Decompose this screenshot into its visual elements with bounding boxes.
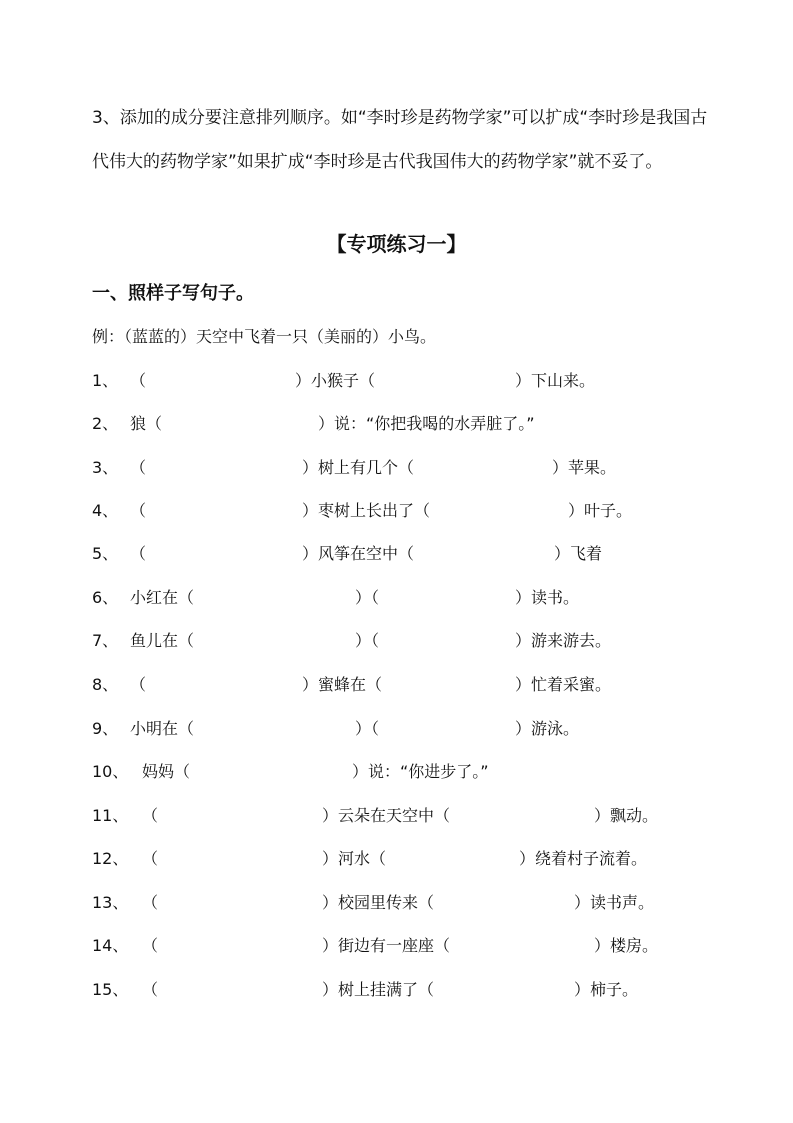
- exercise-segment: （: [142, 936, 159, 955]
- exercise-segment: ）说：“你进步了。”: [352, 762, 489, 781]
- exercise-number: 3、: [92, 458, 119, 477]
- exercise-row: [92, 368, 712, 394]
- exercise-row: [92, 455, 712, 481]
- exercise-segment: 小明在（: [130, 719, 195, 738]
- exercise-number: 5、: [92, 544, 119, 563]
- exercise-segment: ）河水（: [322, 849, 387, 868]
- exercise-number: 11、: [92, 806, 129, 825]
- exercise-number: 14、: [92, 936, 129, 955]
- exercise-segment: ）（: [355, 631, 380, 650]
- exercise-row: [92, 846, 712, 872]
- exercise-row: [92, 585, 712, 611]
- exercise-segment: （: [130, 458, 147, 477]
- exercise-segment: ）读书声。: [574, 893, 655, 912]
- exercise-row: [92, 716, 712, 742]
- exercise-segment: ）枣树上长出了（: [302, 501, 431, 520]
- exercise-segment: （: [130, 501, 147, 520]
- exercise-segment: （: [130, 371, 147, 390]
- exercise-row: [92, 672, 712, 698]
- exercise-row: [92, 933, 712, 959]
- exercise-segment: ）忙着采蜜。: [515, 675, 612, 694]
- exercise-number: 9、: [92, 719, 119, 738]
- example-sentence: 例：（蓝蓝的）天空中飞着一只（美丽的）小鸟。: [92, 327, 437, 346]
- exercise-number: 15、: [92, 980, 129, 999]
- exercise-number: 12、: [92, 849, 129, 868]
- exercise-segment: ）下山来。: [515, 371, 596, 390]
- exercise-segment: （: [130, 544, 147, 563]
- exercise-row: [92, 411, 712, 437]
- exercise-segment: ）蜜蜂在（: [302, 675, 383, 694]
- exercise-row: [92, 803, 712, 829]
- exercise-segment: 小红在（: [130, 588, 195, 607]
- exercise-segment: ）飞着: [554, 544, 603, 563]
- exercise-segment: ）（: [355, 719, 380, 738]
- exercise-segment: ）小猴子（: [295, 371, 376, 390]
- exercise-row: [92, 541, 712, 567]
- exercise-segment: ）飘动。: [594, 806, 659, 825]
- exercise-number: 7、: [92, 631, 119, 650]
- exercise-segment: ）游泳。: [515, 719, 580, 738]
- page-title: 【专项练习一】: [326, 232, 467, 256]
- exercise-segment: ）游来游去。: [515, 631, 612, 650]
- exercise-segment: ）（: [355, 588, 380, 607]
- exercise-segment: （: [142, 806, 159, 825]
- exercise-segment: （: [142, 980, 159, 999]
- exercise-segment: ）树上挂满了（: [322, 980, 435, 999]
- exercise-segment: （: [142, 893, 159, 912]
- exercise-row: [92, 759, 712, 785]
- exercise-number: 10、: [92, 762, 129, 781]
- exercise-segment: ）楼房。: [594, 936, 659, 955]
- exercise-segment: ）树上有几个（: [302, 458, 415, 477]
- exercise-segment: （: [142, 849, 159, 868]
- exercise-segment: 狼（: [130, 414, 163, 433]
- exercise-segment: ）读书。: [515, 588, 580, 607]
- exercise-number: 13、: [92, 893, 129, 912]
- exercise-segment: 妈妈（: [142, 762, 191, 781]
- exercise-segment: ）说：“你把我喝的水弄脏了。”: [318, 414, 535, 433]
- exercise-segment: ）校园里传来（: [322, 893, 435, 912]
- exercise-row: [92, 977, 712, 1003]
- exercise-number: 8、: [92, 675, 119, 694]
- exercise-segment: ）柿子。: [574, 980, 639, 999]
- exercise-segment: ）叶子。: [568, 501, 633, 520]
- exercise-row: [92, 498, 712, 524]
- exercise-number: 2、: [92, 414, 119, 433]
- exercise-row: [92, 890, 712, 916]
- exercise-number: 1、: [92, 371, 119, 390]
- exercise-segment: ）云朵在天空中（: [322, 806, 451, 825]
- section-heading: 一、照样子写句子。: [92, 283, 254, 304]
- exercise-number: 6、: [92, 588, 119, 607]
- exercise-row: [92, 628, 712, 654]
- exercise-number: 4、: [92, 501, 119, 520]
- exercise-segment: 鱼儿在（: [130, 631, 195, 650]
- exercise-segment: ）风筝在空中（: [302, 544, 415, 563]
- exercise-segment: （: [130, 675, 147, 694]
- exercise-segment: ）街边有一座座（: [322, 936, 451, 955]
- intro-paragraph: 3、添加的成分要注意排列顺序。如“李时珍是药物学家”可以扩成“李时珍是我国古代伟大的药物学家”如果扩成“李时珍是古代我国伟大的药物学家”就不妥了。: [92, 108, 708, 172]
- exercise-segment: ）绕着村子流着。: [519, 849, 648, 868]
- exercise-segment: ）苹果。: [552, 458, 617, 477]
